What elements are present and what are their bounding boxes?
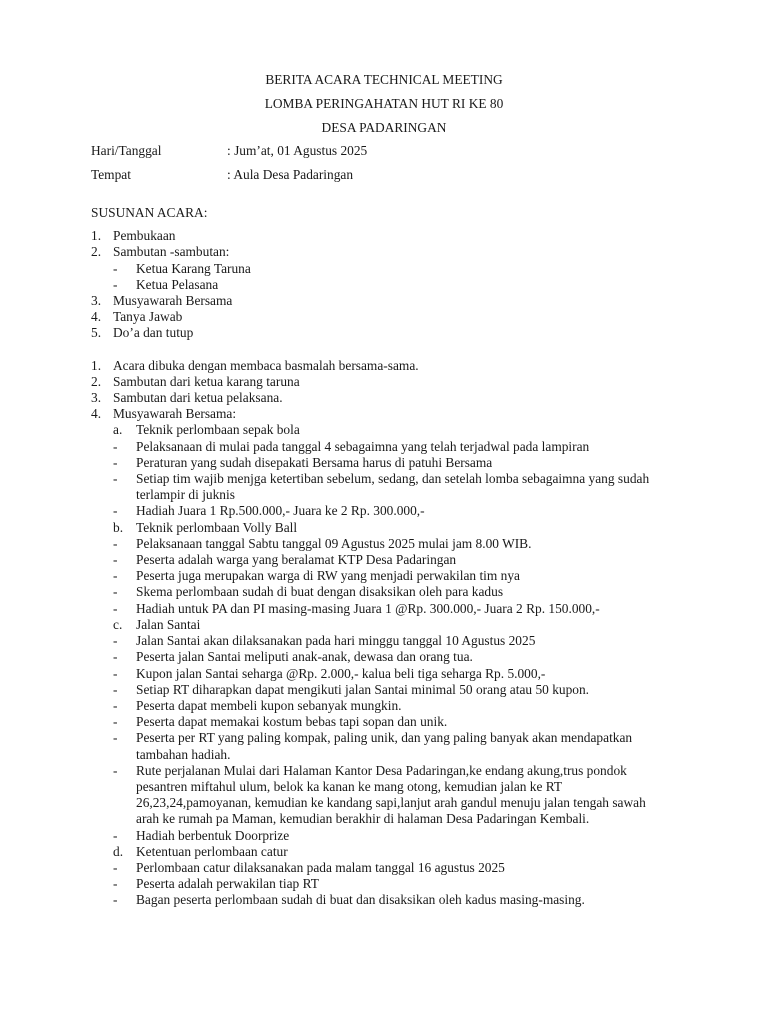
document-subtitle: LOMBA PERINGAHATAN HUT RI KE 80 (264, 96, 504, 112)
meta-block (0, 143, 768, 183)
list-item (0, 309, 768, 325)
list-marker: a. (113, 422, 123, 438)
sub-list-item (0, 763, 768, 828)
sub-list-item (0, 536, 768, 552)
sub-list-item (0, 471, 768, 503)
list-item (0, 358, 768, 374)
list-marker: - (113, 714, 118, 730)
list-text: Rute perjalanan Mulai dari Halaman Kantor Desa Padaringan,ke endang akung,trus pondok pesantren miftahul ulum, belok ka kanan ke mang otong, kemudian jalan ke RT 26,23,24,pamoyanan, kemudian ke kandang sapi,lanjut arah gandul menuju jalan tengah sawah arah ke rumah pa Maman, kemudian berakhir di halaman Desa Padaringan Kembali. (136, 762, 646, 827)
sub-list-item (0, 730, 768, 762)
sub-list-item (0, 520, 768, 536)
sub-list-item (0, 617, 768, 633)
list-text: Peserta adalah perwakilan tiap RT (136, 876, 319, 892)
list-number: 3. (91, 390, 102, 406)
sub-list-item (0, 714, 768, 730)
spacer (0, 342, 768, 358)
document-location: DESA PADARINGAN (321, 120, 447, 136)
list-text: Perlombaan catur dilaksanakan pada malam tanggal 16 agustus 2025 (136, 859, 505, 875)
sub-list-item (0, 455, 768, 471)
list-marker: - (113, 438, 118, 454)
list-text: Acara dibuka dengan membaca basmalah bersama-sama. (113, 357, 419, 373)
list-marker: - (113, 535, 118, 551)
sub-list-item (0, 277, 768, 293)
list-item (0, 293, 768, 309)
list-text: Setiap RT diharapkan dapat mengikuti jalan Santai minimal 50 orang atau 50 kupon. (136, 681, 590, 697)
sub-list-item (0, 698, 768, 714)
list-number: 3. (91, 293, 102, 309)
proceedings-list (0, 358, 768, 423)
list-text: Sambutan -sambutan: (113, 244, 230, 260)
list-text: Peserta adalah warga yang beralamat KTP Desa Padaringan (136, 552, 457, 568)
list-text: Ketua Pelasana (136, 276, 219, 292)
list-text: Jalan Santai (136, 616, 201, 632)
list-marker: - (113, 552, 118, 568)
list-marker: - (113, 859, 118, 875)
list-marker: b. (113, 519, 124, 535)
meta-date-row (0, 143, 768, 159)
list-number: 2. (91, 244, 102, 260)
list-marker: - (113, 454, 118, 470)
meta-place-value: : Aula Desa Padaringan (227, 166, 354, 182)
list-number: 4. (91, 406, 102, 422)
list-marker: - (113, 633, 118, 649)
list-marker: - (113, 876, 118, 892)
list-text: Hadiah Juara 1 Rp.500.000,- Juara ke 2 Rp. 300.000,- (136, 503, 425, 519)
meta-place-label: Tempat (91, 166, 131, 182)
list-marker: - (113, 584, 118, 600)
sub-list-item (0, 892, 768, 908)
meta-date-label: Hari/Tanggal (91, 142, 162, 158)
document-title: BERITA ACARA TECHNICAL MEETING (265, 72, 503, 87)
list-text: Kupon jalan Santai seharga @Rp. 2.000,- kalua beli tiga seharga Rp. 5.000,- (136, 665, 546, 681)
list-number: 5. (91, 325, 102, 341)
list-marker: - (113, 260, 118, 276)
sub-list-item (0, 261, 768, 277)
list-text: Peraturan yang sudah disepakati Bersama harus di patuhi Bersama (136, 454, 493, 470)
sub-list-item (0, 633, 768, 649)
list-item (0, 390, 768, 406)
list-text: Peserta jalan Santai meliputi anak-anak, dewasa dan orang tua. (136, 649, 473, 665)
list-text: Peserta juga merupakan warga di RW yang menjadi perwakilan tim nya (136, 568, 520, 584)
list-text: Sambutan dari ketua karang taruna (113, 373, 300, 389)
list-text: Peserta dapat membeli kupon sebanyak mungkin. (136, 697, 402, 713)
list-text: Pelaksanaan tanggal Sabtu tanggal 09 Agustus 2025 mulai jam 8.00 WIB. (136, 535, 532, 551)
list-text: Pelaksanaan di mulai pada tanggal 4 sebagaimna yang telah terjadwal pada lampiran (136, 438, 590, 454)
agenda-list (0, 228, 768, 341)
list-text: Hadiah untuk PA dan PI masing-masing Juara 1 @Rp. 300.000,- Juara 2 Rp. 150.000,- (136, 600, 600, 616)
list-text: Skema perlombaan sudah di buat dengan disaksikan oleh para kadus (136, 584, 504, 600)
list-marker: - (113, 600, 118, 616)
list-text: Peserta per RT yang paling kompak, paling unik, dan yang paling banyak akan mendapatkan tambahan hadiah. (136, 730, 633, 762)
list-marker: - (113, 503, 118, 519)
list-number: 2. (91, 373, 102, 389)
list-marker: - (113, 276, 118, 292)
list-text: Teknik perlombaan sepak bola (136, 422, 300, 438)
list-marker: - (113, 892, 118, 908)
sub-list-item (0, 666, 768, 682)
list-text: Pembukaan (113, 228, 176, 244)
meta-place-row (0, 167, 768, 183)
meta-date-value: : Jum’at, 01 Agustus 2025 (227, 142, 368, 158)
list-marker: d. (113, 843, 124, 859)
sub-list-item (0, 682, 768, 698)
list-text: Ketua Karang Taruna (136, 260, 251, 276)
list-marker: - (113, 471, 118, 487)
list-text: Peserta dapat memakai kostum bebas tapi sopan dan unik. (136, 714, 448, 730)
list-text: Hadiah berbentuk Doorprize (136, 827, 290, 843)
section-heading: SUSUNAN ACARA: (91, 205, 208, 221)
sub-list-item (0, 552, 768, 568)
sub-list-item (0, 860, 768, 876)
list-marker: - (113, 568, 118, 584)
list-text: Musyawarah Bersama: (113, 406, 237, 422)
list-item (0, 244, 768, 260)
list-number: 1. (91, 228, 102, 244)
sub-list-item (0, 439, 768, 455)
list-text: Sambutan dari ketua pelaksana. (113, 390, 283, 406)
sub-list-item (0, 601, 768, 617)
list-text: Jalan Santai akan dilaksanakan pada hari minggu tanggal 10 Agustus 2025 (136, 633, 536, 649)
list-text: Bagan peserta perlombaan sudah di buat dan disaksikan oleh kadus masing-masing. (136, 892, 585, 908)
list-text: Setiap tim wajib menjga ketertiban sebelum, sedang, dan setelah lomba sebagaimna yang sudah terlampir di juknis (136, 471, 650, 503)
list-marker: c. (113, 616, 123, 632)
sub-list-item (0, 828, 768, 844)
sub-list-item (0, 844, 768, 860)
list-marker: - (113, 730, 118, 746)
list-text: Teknik perlombaan Volly Ball (136, 519, 298, 535)
list-item (0, 228, 768, 244)
musyawarah-list (0, 422, 768, 908)
sub-list-item (0, 568, 768, 584)
list-marker: - (113, 681, 118, 697)
sub-list-item (0, 649, 768, 665)
list-text: Do’a dan tutup (113, 325, 194, 341)
list-marker: - (113, 649, 118, 665)
list-number: 4. (91, 309, 102, 325)
list-marker: - (113, 697, 118, 713)
list-marker: - (113, 665, 118, 681)
sub-list-item (0, 876, 768, 892)
sub-list-item (0, 584, 768, 600)
list-number: 1. (91, 357, 102, 373)
list-text: Ketentuan perlombaan catur (136, 843, 288, 859)
list-text: Tanya Jawab (113, 309, 183, 325)
list-marker: - (113, 827, 118, 843)
list-item (0, 374, 768, 390)
list-marker: - (113, 762, 118, 778)
list-text: Musyawarah Bersama (113, 293, 233, 309)
sub-list-item (0, 503, 768, 519)
list-item (0, 406, 768, 422)
list-item (0, 325, 768, 341)
sub-list-item (0, 422, 768, 438)
